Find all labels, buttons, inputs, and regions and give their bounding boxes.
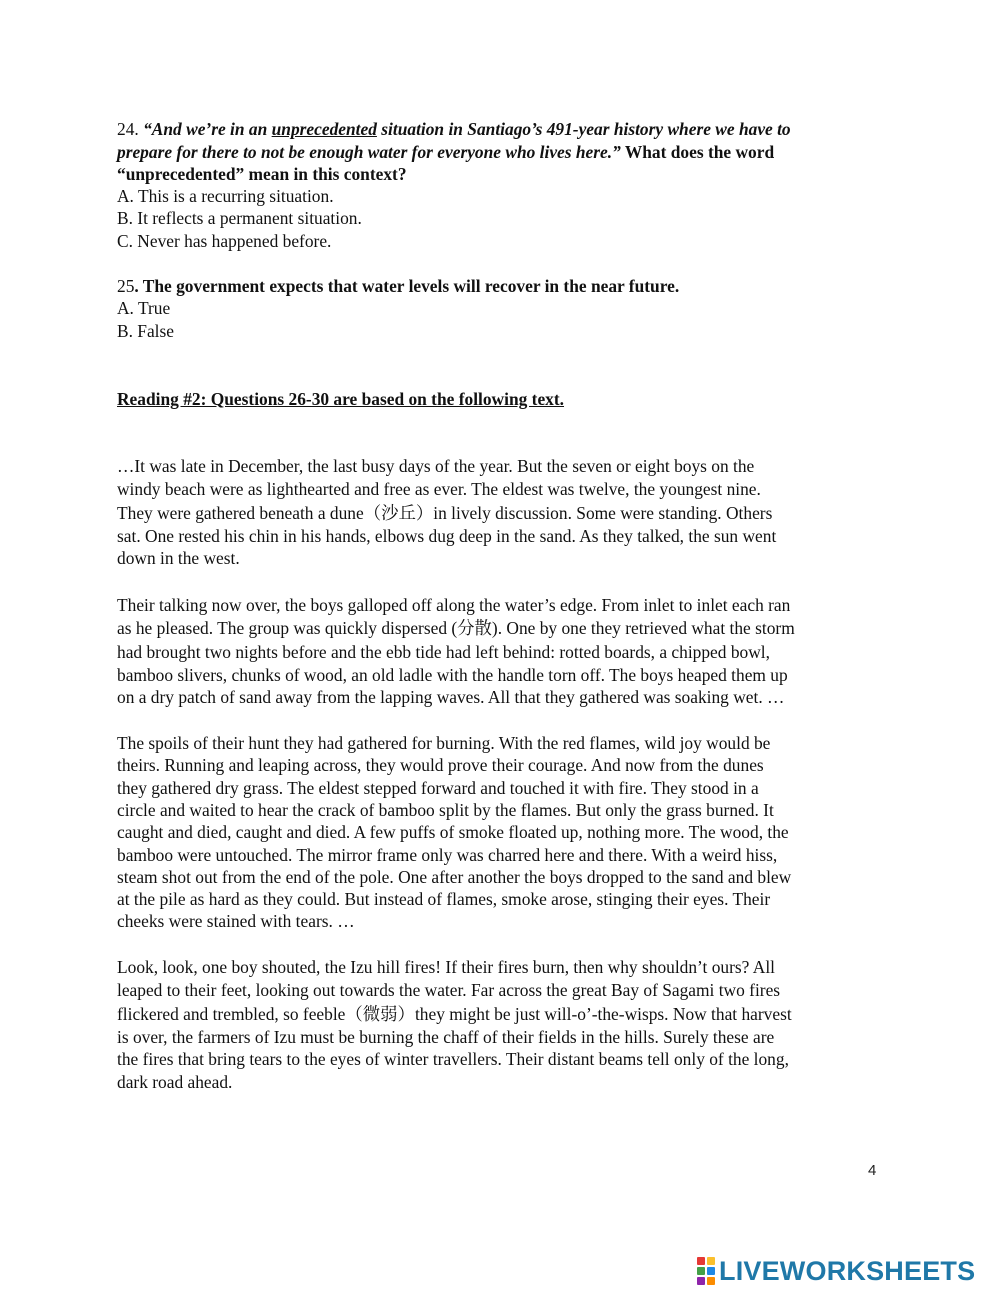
passage-line: The spoils of their hunt they had gathered for burning. With the red flames, wild joy would be (117, 733, 771, 753)
logo-square-icon (697, 1277, 705, 1285)
passage-line: had brought two nights before and the ebb tide had left behind: rotted boards, a chipped bowl, (117, 642, 770, 662)
question-25-option-b: B. False (117, 321, 175, 341)
logo-square-icon (707, 1277, 715, 1285)
question-25-number: 25 (117, 276, 135, 296)
question-24-option-c: C. Never has happened before. (117, 231, 332, 251)
passage-line: bamboo were untouched. The mirror frame only was charred here and there. With a weird hiss, (117, 845, 778, 865)
passage-line: Their talking now over, the boys galloped off along the water’s edge. From inlet to inlet each ran (117, 595, 791, 615)
passage-line: bamboo slivers, chunks of wood, an old ladle with the handle torn off. The boys heaped them up (117, 665, 788, 685)
passage-line: dark road ahead. (117, 1072, 233, 1092)
liveworksheets-logo[interactable] (697, 1255, 975, 1287)
passage-line: circle and waited to hear the crack of bamboo split by the flames. But only the grass burned. It (117, 800, 774, 820)
question-24-quote-end: prepare for there to not be enough water for everyone who lives here.” (117, 142, 621, 162)
question-25-option-a: A. True (117, 298, 171, 318)
logo-square-icon (707, 1267, 715, 1275)
passage-line: Look, look, one boy shouted, the Izu hill fires! If their fires burn, then why shouldn’t ours? All (117, 957, 775, 977)
logo-square-icon (707, 1257, 715, 1265)
logo-square-icon (697, 1267, 705, 1275)
reading-heading: Reading #2: Questions 26-30 are based on the following text. (117, 389, 565, 409)
passage-line: They were gathered beneath a dune（沙丘）in lively discussion. Some were standing. Others (117, 503, 773, 523)
passage-line: as he pleased. The group was quickly dispersed (分散). One by one they retrieved what the storm (117, 618, 795, 638)
question-25-line (117, 275, 679, 297)
passage-line: windy beach were as lighthearted and free as ever. The eldest was twelve, the youngest nine. (117, 479, 761, 499)
question-24-line-1 (117, 118, 791, 140)
liveworksheets-logo-text: LIVEWORKSHEETS (719, 1255, 976, 1286)
passage-line: caught and died, caught and died. A few puffs of smoke floated up, nothing more. The wood, the (117, 822, 789, 842)
question-24-quote-cont: situation in Santiago’s 491-year history where we have to (376, 119, 791, 139)
passage-line: sat. One rested his chin in his hands, elbows dug deep in the sand. As they talked, the sun went (117, 526, 777, 546)
passage-line: cheeks were stained with tears. … (117, 911, 355, 931)
passage-line: flickered and trembled, so feeble（微弱）they might be just will-o’-the-wisps. Now that harvest (117, 1004, 792, 1024)
passage-line: they gathered dry grass. The eldest stepped forward and touched it with fire. They stood in a (117, 778, 759, 798)
passage-line: leaped to their feet, looking out towards the water. Far across the great Bay of Sagami two fires (117, 980, 781, 1000)
passage-line: the fires that bring tears to the eyes of winter travellers. Their distant beams tell only of the long, (117, 1049, 789, 1069)
question-24-option-b: B. It reflects a permanent situation. (117, 208, 362, 228)
question-24-option-a: A. This is a recurring situation. (117, 186, 334, 206)
question-24-line-2 (117, 141, 774, 163)
question-24-prompt: What does the word (620, 142, 775, 162)
page-number: 4 (868, 1162, 877, 1179)
question-25-text: . The government expects that water levels will recover in the near future. (134, 276, 680, 296)
question-24-quote: “And we’re in an (143, 119, 272, 139)
passage-line: …It was late in December, the last busy days of the year. But the seven or eight boys on the (117, 456, 755, 476)
question-24-number: 24. (117, 119, 144, 139)
passage-line: down in the west. (117, 548, 240, 568)
passage-line: theirs. Running and leaping across, they would prove their courage. And now from the dunes (117, 755, 764, 775)
question-24-line-3: “unprecedented” mean in this context? (117, 164, 407, 184)
passage-line: on a dry patch of sand away from the lapping waves. All that they gathered was soaking wet. … (117, 687, 785, 707)
logo-square-icon (697, 1257, 705, 1265)
liveworksheets-logo-icon (697, 1257, 715, 1285)
passage-line: is over, the farmers of Izu must be burning the chaff of their fields in the hills. Surely these are (117, 1027, 775, 1047)
question-24-keyword: unprecedented (271, 119, 377, 139)
passage-line: at the pile as hard as they could. But instead of flames, smoke arose, stinging their eyes. Their (117, 889, 771, 909)
passage-line: steam shot out from the end of the pole. One after another the boys dropped to the sand and blew (117, 867, 792, 887)
